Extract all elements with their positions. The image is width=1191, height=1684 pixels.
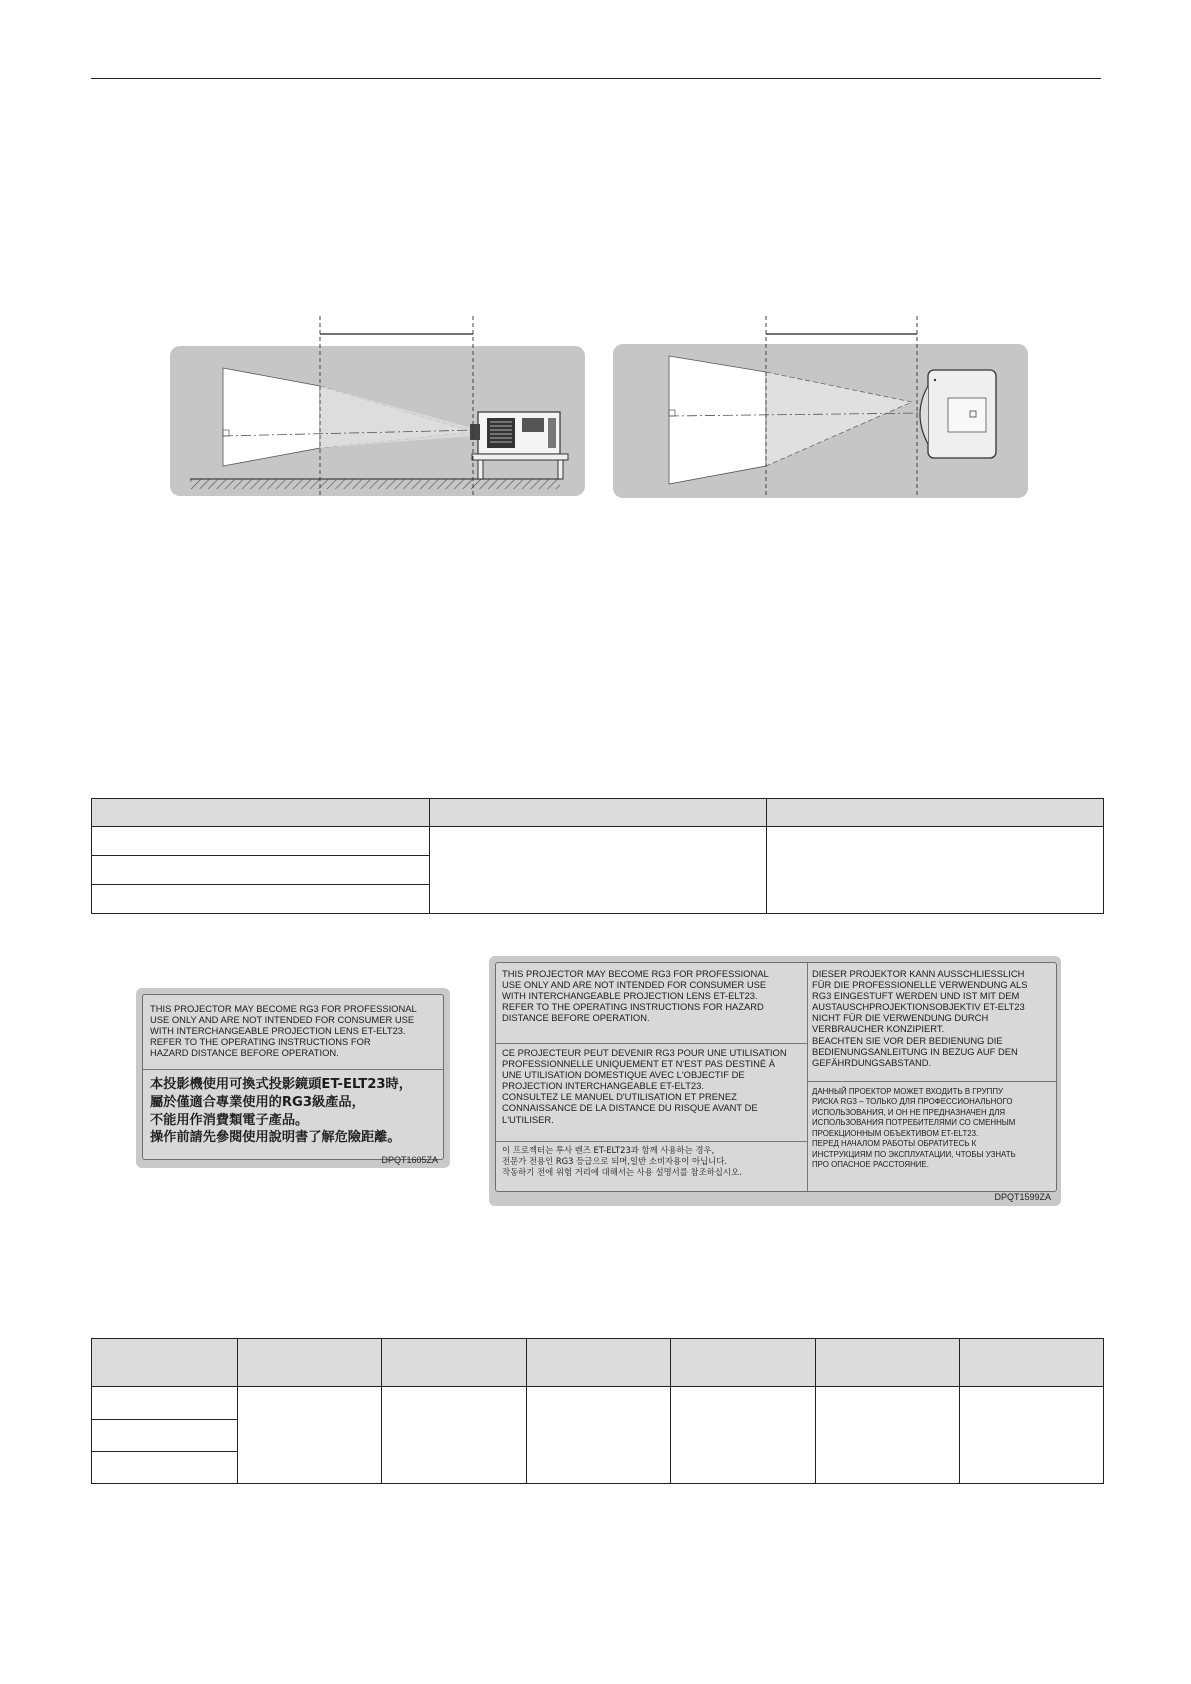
table-cell (767, 827, 1104, 914)
table-cell (527, 1387, 671, 1484)
label-code: DPQT1599ZA (994, 1192, 1051, 1202)
table-header-cell (238, 1339, 382, 1387)
label-divider (496, 1141, 807, 1142)
label-divider (807, 1081, 1056, 1082)
table-header-cell (960, 1339, 1104, 1387)
label-english-text: THIS PROJECTOR MAY BECOME RG3 FOR PROFESSIONAL USE ONLY AND ARE NOT INTENDED FOR CONSUMER USE WITH INTERCHANGEABLE PROJECTION LENS ET-ELT23. REFER TO THE OPERATING INSTRUCTIONS FOR HAZARD DISTANCE BEFORE OPERATION. (150, 1003, 417, 1059)
table-cell (92, 1387, 238, 1420)
table-header-row (92, 1339, 1104, 1387)
label-divider (143, 1069, 443, 1070)
table-row (92, 1387, 1104, 1420)
label-german-text: DIESER PROJEKTOR KANN AUSSCHLIESSLICH FÜR DIE PROFESSIONELLE VERWENDUNG ALS RG3 EINGESTUFT WERDEN UND IST MIT DEM AUSTAUSCHPROJEKTIONSOBJEKTIV ET-ELT23 NICHT FÜR DIE VERWENDUNG DURCH VERBRAUCHER KONZIPIERT. BEACHTEN SIE VOR DER BEDIENUNG DIE BEDIENUNGSANLEITUNG IN BEZUG AUF DEN GEFÄHRDUNGSABSTAND. (812, 968, 1028, 1068)
label-code: DPQT1605ZA (381, 1155, 438, 1165)
table-cell (238, 1387, 382, 1484)
table-header-cell (527, 1339, 671, 1387)
table-row (92, 827, 1104, 856)
table-cell (671, 1387, 816, 1484)
top-rule (91, 78, 1101, 79)
label-french-text: CE PROJECTEUR PEUT DEVENIR RG3 POUR UNE UTILISATION PROFESSIONNELLE UNIQUEMENT ET N'EST PAS DESTINÉ À UNE UTILISATION DOMESTIQUE AVEC L'OBJECTIF DE PROJECTION INTERCHANGEABLE ET-ELT23. CONSULTEZ LE MANUEL D'UTILISATION ET PRENEZ CONNAISSANCE DE LA DISTANCE DU RISQUE AVANT DE L'UTILISER. (502, 1047, 787, 1125)
table-header-cell (92, 799, 430, 827)
hazard-distance-table (91, 798, 1104, 914)
table-cell (92, 827, 430, 856)
projector-top-icon (920, 370, 996, 458)
warning-label-large-border (495, 962, 1057, 1192)
table-cell (382, 1387, 527, 1484)
table-cell (92, 1452, 238, 1484)
table-cell (430, 827, 767, 914)
label-divider (496, 1043, 807, 1044)
warning-label-small (136, 988, 450, 1168)
label-russian-text: ДАННЫЙ ПРОЕКТОР МОЖЕТ ВХОДИТЬ В ГРУППУ РИСКА RG3 – ТОЛЬКО ДЛЯ ПРОФЕССИОНАЛЬНОГО ИСПОЛЬЗОВАНИЯ, И ОН НЕ ПРЕДНАЗНАЧЕН ДЛЯ ИСПОЛЬЗОВАНИЯ ПОТРЕБИТЕЛЯМИ СО СМЕННЫМ ПРОЕКЦИОННЫМ ОБЪЕКТИВОМ ET-ELT23. ПЕРЕД НАЧАЛОМ РАБОТЫ ОБРАТИТЕСЬ К ИНСТРУКЦИЯМ ПО ЭКСПЛУАТАЦИИ, ЧТОБЫ УЗНАТЬ ПРО ОПАСНОЕ РАССТОЯНИЕ. (812, 1087, 1016, 1169)
table-header-cell (92, 1339, 238, 1387)
table-header-cell (767, 799, 1104, 827)
warning-label-large (489, 956, 1061, 1206)
table-cell (92, 885, 430, 914)
table-cell (92, 856, 430, 885)
label-vertical-divider (807, 963, 808, 1191)
label-chinese-text: 本投影機使用可換式投影鏡頭ET-ELT23時， 屬於僅適合專業使用的RG3級產品， 不能用作消費類電子產品。 操作前請先參閱使用說明書了解危險距離。 (150, 1077, 412, 1146)
table-header-cell (382, 1339, 527, 1387)
label-korean-text: 이 프로젝터는 투사 렌즈 ET-ELT23과 함께 사용하는 경우, 전문가 전용인 RG3 등급으로 되며,일반 소비자용이 아닙니다. 작동하기 전에 위험 거리에 대해서는 사용 설명서를 참조하십시오. (502, 1145, 742, 1177)
label-english-text: THIS PROJECTOR MAY BECOME RG3 FOR PROFESSIONAL USE ONLY AND ARE NOT INTENDED FOR CONSUMER USE WITH INTERCHANGEABLE PROJECTION LENS ET-ELT23. REFER TO THE OPERATING INSTRUCTIONS FOR HAZARD DISTANCE BEFORE OPERATION. (502, 968, 769, 1024)
hazard-distance-diagrams (160, 316, 1040, 502)
lens-distance-table (91, 1338, 1104, 1484)
side-view-diagram (170, 316, 585, 498)
warning-label-small-border (142, 994, 444, 1160)
top-view-diagram (613, 316, 1028, 498)
table-cell (92, 1420, 238, 1452)
table-cell (816, 1387, 960, 1484)
table-cell (960, 1387, 1104, 1484)
table-header-cell (671, 1339, 816, 1387)
table-header-row (92, 799, 1104, 827)
table-header-cell (430, 799, 767, 827)
table-header-cell (816, 1339, 960, 1387)
